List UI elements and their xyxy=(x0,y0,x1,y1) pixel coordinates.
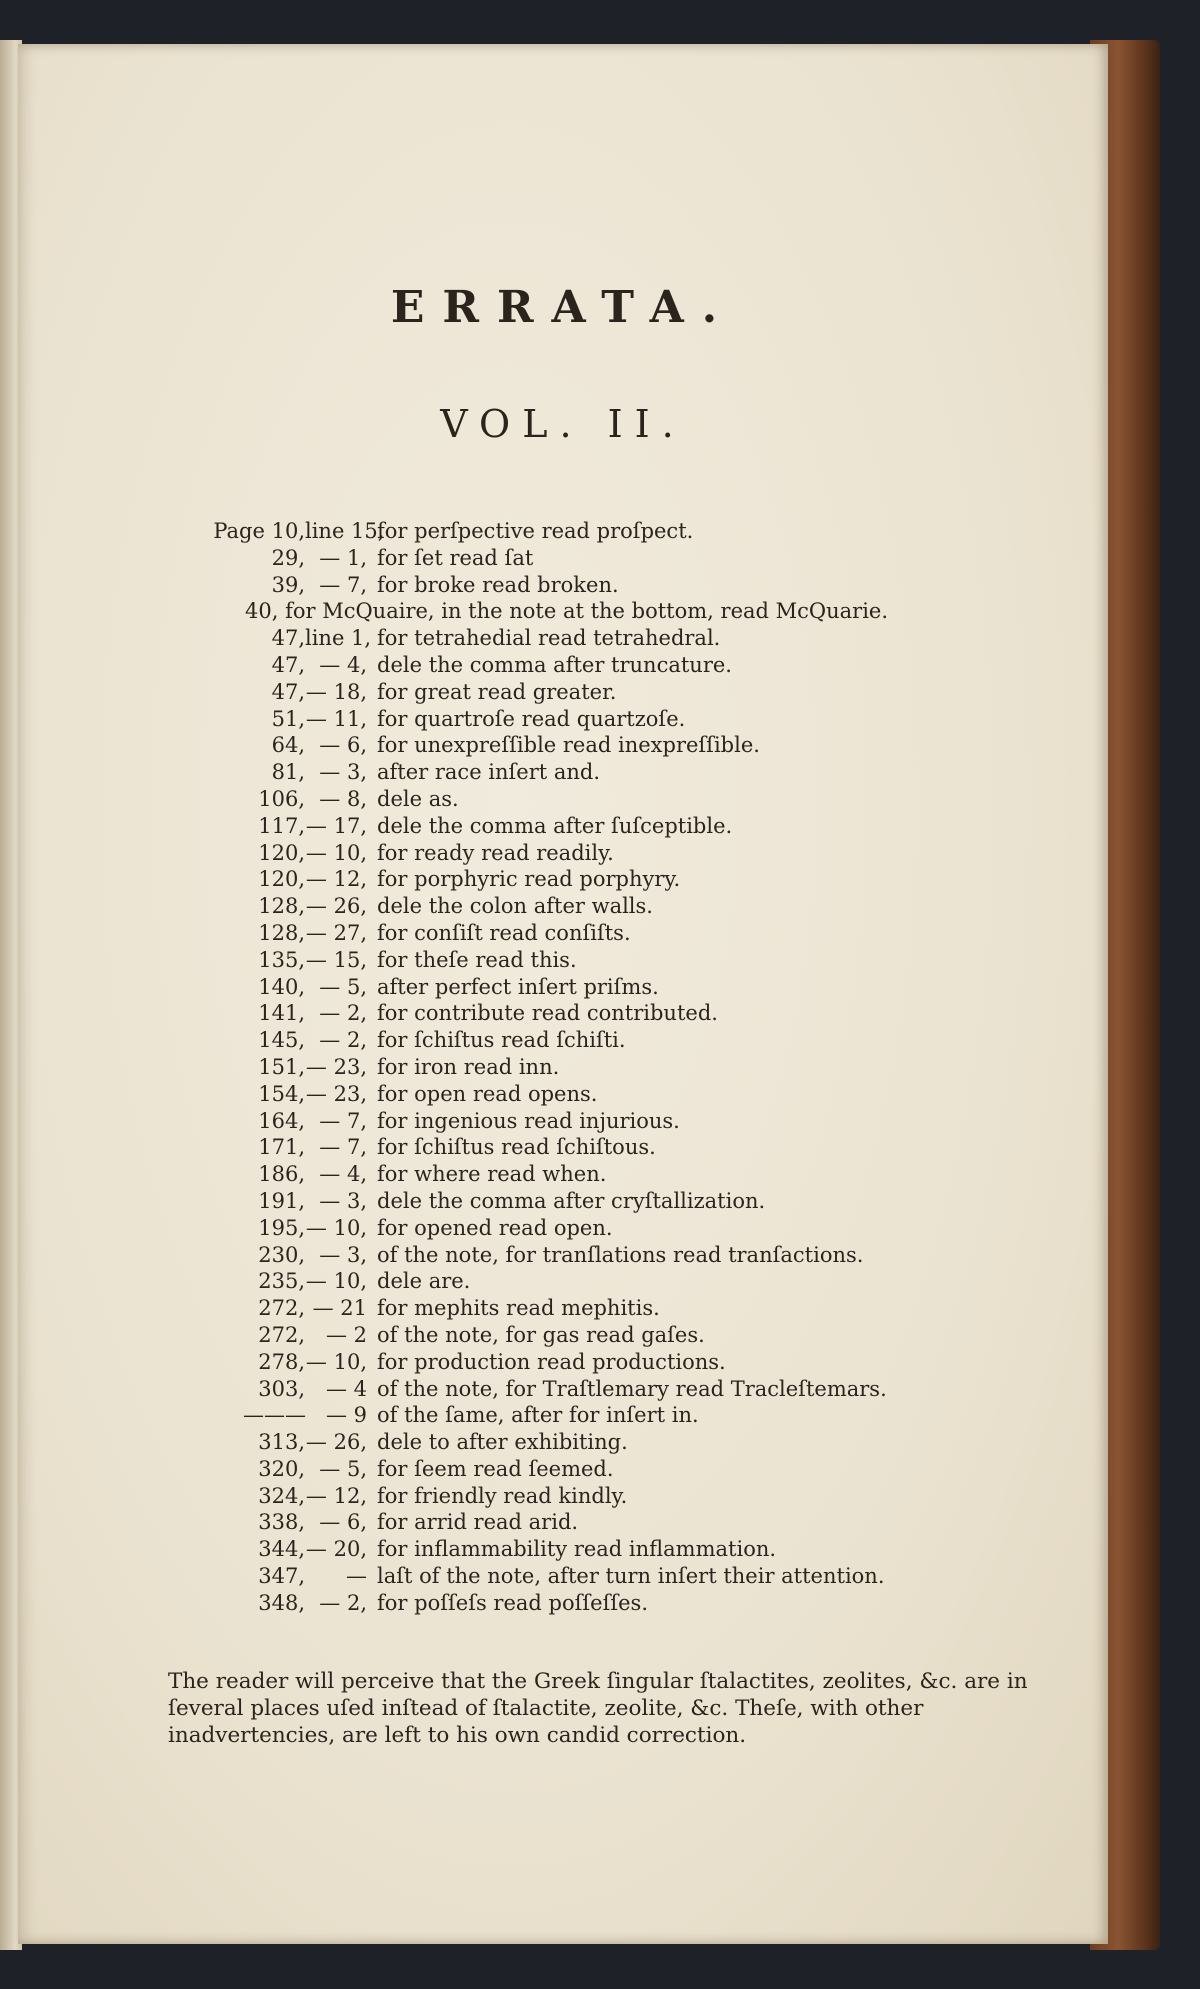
entry-page-number: 151, xyxy=(258,1054,305,1079)
errata-entry xyxy=(243,1000,1053,1027)
entry-page-number: 128, xyxy=(258,920,305,945)
errata-entry xyxy=(243,1376,1053,1403)
entry-text: dele the comma after ſuſceptible. xyxy=(377,813,733,838)
entry-text: for opened read open. xyxy=(377,1215,613,1240)
entry-text: for ſeem read ſeemed. xyxy=(377,1456,614,1481)
entry-text: for theſe read this. xyxy=(377,947,577,972)
entry-text: of the ſame, after for inſert in. xyxy=(377,1403,699,1428)
errata-entry xyxy=(243,598,1053,625)
entry-line-number: — 2, xyxy=(319,1028,367,1053)
errata-entry xyxy=(243,947,1053,974)
entry-page-number: 154, xyxy=(258,1081,305,1106)
volume-heading: VOL. II. xyxy=(440,402,686,446)
entry-page-number: 171, xyxy=(258,1135,305,1160)
entry-page-number: 39, xyxy=(271,572,305,597)
entry-text: for poſſeſs read poſſeſſes. xyxy=(377,1590,649,1615)
errata-entry xyxy=(243,866,1053,893)
entry-page-number: 347, xyxy=(258,1564,305,1589)
errata-entry xyxy=(243,1483,1053,1510)
entry-page-number: 140, xyxy=(258,974,305,999)
errata-entry xyxy=(243,786,1053,813)
errata-entry xyxy=(243,813,1053,840)
errata-entry xyxy=(243,1509,1053,1536)
entry-page-number: 235, xyxy=(258,1269,305,1294)
entry-text: for ready read readily. xyxy=(377,840,614,865)
entry-text: for perſpective read proſpect. xyxy=(377,519,694,543)
errata-entry xyxy=(243,759,1053,786)
entry-line-number: — 7, xyxy=(319,1108,367,1133)
entry-text: dele as. xyxy=(377,786,459,811)
entry-line-number: — 4, xyxy=(319,1162,367,1187)
entry-text: for friendly read kindly. xyxy=(377,1483,628,1508)
entry-page-number: 303, xyxy=(258,1376,305,1401)
errata-entry xyxy=(243,652,1053,679)
entry-page-number: ——— xyxy=(243,1403,306,1428)
entry-page-number: 272, xyxy=(258,1296,305,1321)
entry-page-number: 128, xyxy=(258,894,305,919)
errata-entry xyxy=(243,1188,1053,1215)
entry-text: dele the colon after walls. xyxy=(377,894,653,919)
entry-line-number: — 7, xyxy=(319,572,367,597)
entry-text: for mephits read mephitis. xyxy=(377,1296,660,1321)
entry-line-number: — 18, xyxy=(305,679,367,704)
entry-line-number: — 26, xyxy=(305,894,367,919)
entry-page-number: 191, xyxy=(258,1188,305,1213)
errata-entry xyxy=(243,1081,1053,1108)
entry-text: after race inſert and. xyxy=(377,760,601,785)
entry-text: 40, for McQuaire, in the note at the bottom, read McQuarie. xyxy=(245,599,889,624)
errata-entry xyxy=(243,732,1053,759)
entry-page-number: 47, xyxy=(271,652,305,677)
errata-entry xyxy=(243,1027,1053,1054)
entry-line-number: — 2 xyxy=(325,1322,367,1347)
entry-line-number: — 3, xyxy=(319,1188,367,1213)
entry-text: for broke read broken. xyxy=(377,572,619,597)
entry-line-number: — 20, xyxy=(305,1537,367,1562)
entry-line-number: — xyxy=(346,1564,367,1589)
page-title: ERRATA. xyxy=(390,282,736,333)
entry-line-number: — 2, xyxy=(319,1001,367,1026)
errata-entry xyxy=(243,1108,1053,1135)
entry-page-number: 145, xyxy=(258,1028,305,1053)
entry-line-number: — 4, xyxy=(319,652,367,677)
entry-line-number: — 17, xyxy=(305,813,367,838)
entry-line-number: — 5, xyxy=(319,1456,367,1481)
errata-list xyxy=(213,518,1053,1617)
entry-line-number: — 10, xyxy=(305,1215,367,1240)
errata-entry xyxy=(243,572,1053,599)
entry-line-number: — 9 xyxy=(325,1403,367,1428)
entry-text: of the note, for tranſlations read tranſactions. xyxy=(377,1242,864,1267)
entry-line-number: — 23, xyxy=(305,1081,367,1106)
entry-line-number: — 12, xyxy=(305,867,367,892)
entry-text: of the note, for Traſtlemary read Tracleſtemars. xyxy=(377,1376,887,1401)
entry-text: of the note, for gas read gaſes. xyxy=(377,1322,705,1347)
entry-text: for ſet read ſat xyxy=(377,545,534,570)
entry-line-number: — 26, xyxy=(305,1430,367,1455)
errata-entry xyxy=(243,1268,1053,1295)
entry-text: dele the comma after truncature. xyxy=(377,652,732,677)
errata-entry xyxy=(243,679,1053,706)
entry-text: for contribute read contributed. xyxy=(377,1001,718,1026)
entry-page-number: 47, xyxy=(271,626,305,651)
entry-line-number: — 1, xyxy=(319,545,367,570)
entry-text: for porphyric read porphyry. xyxy=(377,867,681,892)
entry-line-number: — 15, xyxy=(305,947,367,972)
errata-entry xyxy=(213,518,1053,545)
errata-entry xyxy=(243,1349,1053,1376)
entry-text: for ingenious read injurious. xyxy=(377,1108,680,1133)
errata-entry xyxy=(243,920,1053,947)
entry-line-number: — 2, xyxy=(319,1590,367,1615)
entry-line-number: — 11, xyxy=(305,706,367,731)
entry-line-number: — 23, xyxy=(305,1054,367,1079)
errata-entry xyxy=(243,893,1053,920)
entry-page-number: 230, xyxy=(258,1242,305,1267)
entry-text: for production read productions. xyxy=(377,1349,726,1374)
entry-line-number: — 6, xyxy=(319,1510,367,1535)
entry-page-number: Page 10, xyxy=(213,519,305,543)
errata-entry xyxy=(243,1215,1053,1242)
entry-line-number: — 21 xyxy=(312,1296,367,1321)
entry-text: for ſchiſtus read ſchiſtous. xyxy=(377,1135,656,1160)
entry-page-number: 120, xyxy=(258,840,305,865)
entry-page-number: 324, xyxy=(258,1483,305,1508)
entry-text: for iron read inn. xyxy=(377,1054,560,1079)
entry-page-number: 47, xyxy=(271,679,305,704)
entry-line-number: — 10, xyxy=(305,840,367,865)
entry-page-number: 106, xyxy=(258,786,305,811)
entry-text: for ſchiſtus read ſchiſti. xyxy=(377,1028,626,1053)
errata-entry xyxy=(243,1295,1053,1322)
errata-entry xyxy=(243,1054,1053,1081)
entry-page-number: 81, xyxy=(271,760,305,785)
entry-page-number: 348, xyxy=(258,1590,305,1615)
errata-entry xyxy=(243,545,1053,572)
entry-text: for quartroſe read quartzoſe. xyxy=(377,706,686,731)
entry-page-number: 272, xyxy=(258,1322,305,1347)
entry-text: for arrid read arid. xyxy=(377,1510,579,1535)
entry-page-number: 186, xyxy=(258,1162,305,1187)
errata-entry xyxy=(243,1456,1053,1483)
errata-entry xyxy=(243,706,1053,733)
entry-line-number: — 27, xyxy=(305,920,367,945)
entry-page-number: 120, xyxy=(258,867,305,892)
entry-page-number: 29, xyxy=(271,545,305,570)
entry-text: for conſiſt read conſiſts. xyxy=(377,920,631,945)
errata-entry xyxy=(243,1242,1053,1269)
entry-page-number: 195, xyxy=(258,1215,305,1240)
errata-entry xyxy=(243,1429,1053,1456)
entry-page-number: 320, xyxy=(258,1456,305,1481)
entry-page-number: 278, xyxy=(258,1349,305,1374)
entry-line-number: — 3, xyxy=(319,760,367,785)
errata-entry xyxy=(243,974,1053,1001)
errata-entry xyxy=(243,1322,1053,1349)
entry-text: laſt of the note, after turn inſert their attention. xyxy=(377,1564,885,1589)
entry-line-number: — 10, xyxy=(305,1269,367,1294)
errata-entry xyxy=(243,1590,1053,1617)
entry-text: for unexpreſſible read inexpreſſible. xyxy=(377,733,760,758)
entry-text: for where read when. xyxy=(377,1162,607,1187)
entry-page-number: 313, xyxy=(258,1430,305,1455)
entry-line-number: — 4 xyxy=(325,1376,367,1401)
errata-entry xyxy=(243,625,1053,652)
entry-text: for open read opens. xyxy=(377,1081,598,1106)
entry-text: dele to after exhibiting. xyxy=(377,1430,628,1455)
errata-entry xyxy=(243,1402,1053,1429)
entry-line-number: — 3, xyxy=(319,1242,367,1267)
errata-entry xyxy=(243,1161,1053,1188)
entry-text: dele are. xyxy=(377,1269,471,1294)
entry-page-number: 117, xyxy=(258,813,305,838)
entry-text: for tetrahedial read tetrahedral. xyxy=(377,626,721,651)
entry-text: for great read greater. xyxy=(377,679,617,704)
errata-entry xyxy=(243,1563,1053,1590)
entry-text: for inflammability read inflammation. xyxy=(377,1537,777,1562)
entry-line-number: line 1, xyxy=(305,626,372,651)
entry-line-number: — 10, xyxy=(305,1349,367,1374)
entry-line-number: — 8, xyxy=(319,786,367,811)
entry-text: after perfect inſert priſms. xyxy=(377,974,659,999)
errata-entry xyxy=(243,1536,1053,1563)
entry-page-number: 164, xyxy=(258,1108,305,1133)
entry-page-number: 141, xyxy=(258,1001,305,1026)
entry-page-number: 344, xyxy=(258,1537,305,1562)
errata-entry xyxy=(243,840,1053,867)
entry-line-number: — 7, xyxy=(319,1135,367,1160)
entry-line-number: line 15, xyxy=(305,519,385,543)
entry-line-number: — 6, xyxy=(319,733,367,758)
entry-line-number: — 12, xyxy=(305,1483,367,1508)
errata-entry xyxy=(243,1134,1053,1161)
entry-text: dele the comma after cryſtallization. xyxy=(377,1188,766,1213)
entry-page-number: 135, xyxy=(258,947,305,972)
entry-page-number: 51, xyxy=(271,706,305,731)
entry-page-number: 338, xyxy=(258,1510,305,1535)
entry-page-number: 64, xyxy=(271,733,305,758)
entry-line-number: — 5, xyxy=(319,974,367,999)
errata-page xyxy=(18,44,1108,1944)
closing-note: The reader will perceive that the Greek ſingular ſtalactites, zeolites, &c. are in ſeveral places uſed inſtead of ſtalactite, zeolite, &c. Theſe, with other inadvertencies, are left to his own candid correction. xyxy=(168,1669,1028,1748)
